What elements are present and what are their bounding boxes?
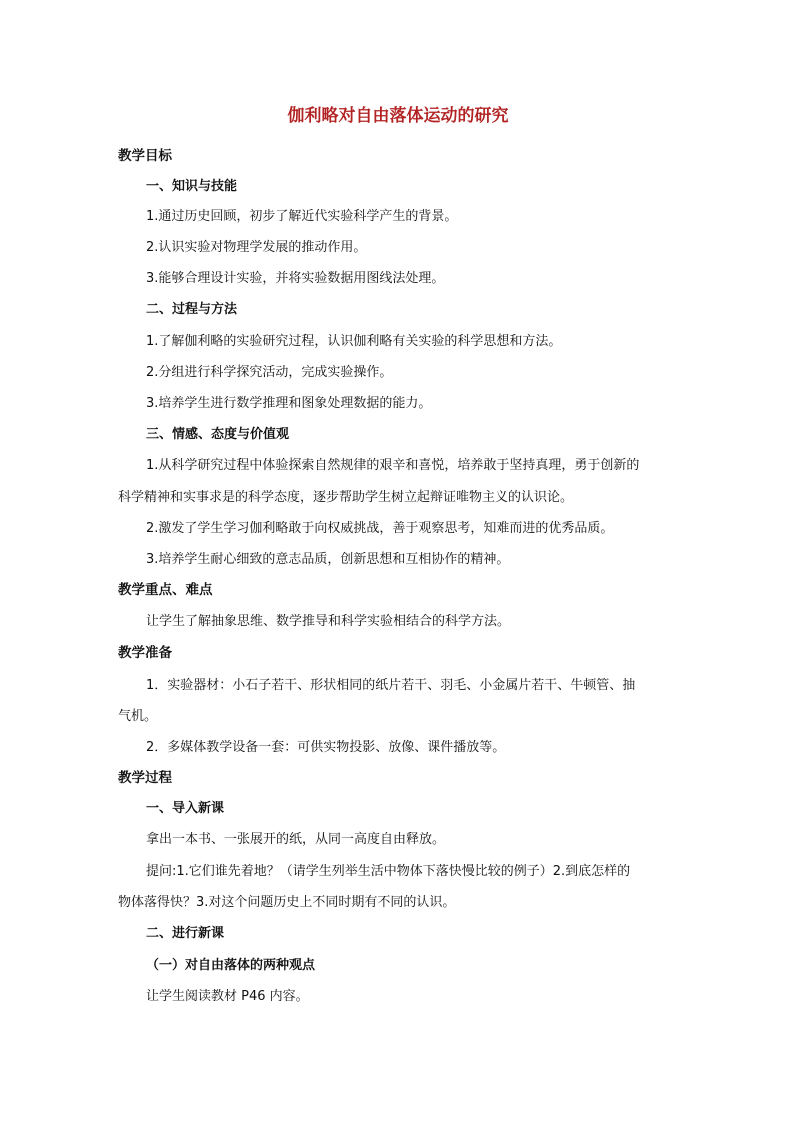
process-item-3: 3.培养学生进行数学推理和图象处理数据的能力。 — [146, 396, 432, 411]
intro-line-1: 拿出一本书、一张展开的纸，从同一高度自由释放。 — [146, 832, 446, 847]
heading-emotion-values: 三、情感、态度与价值观 — [146, 427, 290, 442]
heading-teaching-process: 教学过程 — [118, 770, 172, 786]
heading-teaching-goals: 教学目标 — [118, 148, 172, 164]
knowledge-item-3: 3.能够合理设计实验，并将实验数据用图线法处理。 — [146, 271, 445, 286]
sub-text: 让学生阅读教材 P46 内容。 — [146, 989, 309, 1004]
emotion-item-2: 2.激发了学生学习伽利略敢于向权威挑战，善于观察思考，知难而进的优秀品质。 — [146, 521, 614, 536]
emotion-item-1-line1: 1.从科学研究过程中体验探索自然规律的艰辛和喜悦，培养敢于坚持真理，勇于创新的 — [146, 458, 640, 473]
emotion-item-1-line2: 科学精神和实事求是的科学态度，逐步帮助学生树立起辩证唯物主义的认识论。 — [118, 490, 574, 505]
heading-process-method: 二、过程与方法 — [146, 302, 238, 317]
heading-intro: 一、导入新课 — [146, 801, 225, 816]
prep-item-2: 2．多媒体教学设备一套：可供实物投影、放像、课件播放等。 — [146, 740, 506, 755]
intro-line-2: 提问:1.它们谁先着地？（请学生列举生活中物体下落快慢比较的例子）2.到底怎样的 — [146, 864, 631, 879]
knowledge-item-2: 2.认识实验对物理学发展的推动作用。 — [146, 240, 367, 255]
heading-key-points: 教学重点、难点 — [118, 582, 213, 598]
subheading-two-views: （一）对自由落体的两种观点 — [146, 958, 316, 973]
prep-item-1-line2: 气机。 — [118, 709, 158, 724]
heading-knowledge-skills: 一、知识与技能 — [146, 179, 238, 194]
intro-line-3: 物体落得快？3.对这个问题历史上不同时期有不同的认识。 — [118, 895, 456, 910]
prep-item-1-line1: 1．实验器材：小石子若干、形状相同的纸片若干、羽毛、小金属片若干、牛顿管、抽 — [146, 678, 636, 693]
heading-new-lesson: 二、进行新课 — [146, 926, 225, 941]
key-points-text: 让学生了解抽象思维、数学推导和科学实验相结合的科学方法。 — [146, 614, 511, 629]
heading-preparation: 教学准备 — [118, 645, 172, 661]
process-item-1: 1.了解伽利略的实验研究过程，认识伽利略有关实验的科学思想和方法。 — [146, 334, 562, 349]
document-page — [118, 0, 678, 1123]
knowledge-item-1: 1.通过历史回顾，初步了解近代实验科学产生的背景。 — [146, 209, 458, 224]
process-item-2: 2.分组进行科学探究活动，完成实验操作。 — [146, 365, 393, 380]
emotion-item-3: 3.培养学生耐心细致的意志品质，创新思想和互相协作的精神。 — [146, 552, 510, 567]
document-title: 伽利略对自由落体运动的研究 — [287, 106, 509, 126]
